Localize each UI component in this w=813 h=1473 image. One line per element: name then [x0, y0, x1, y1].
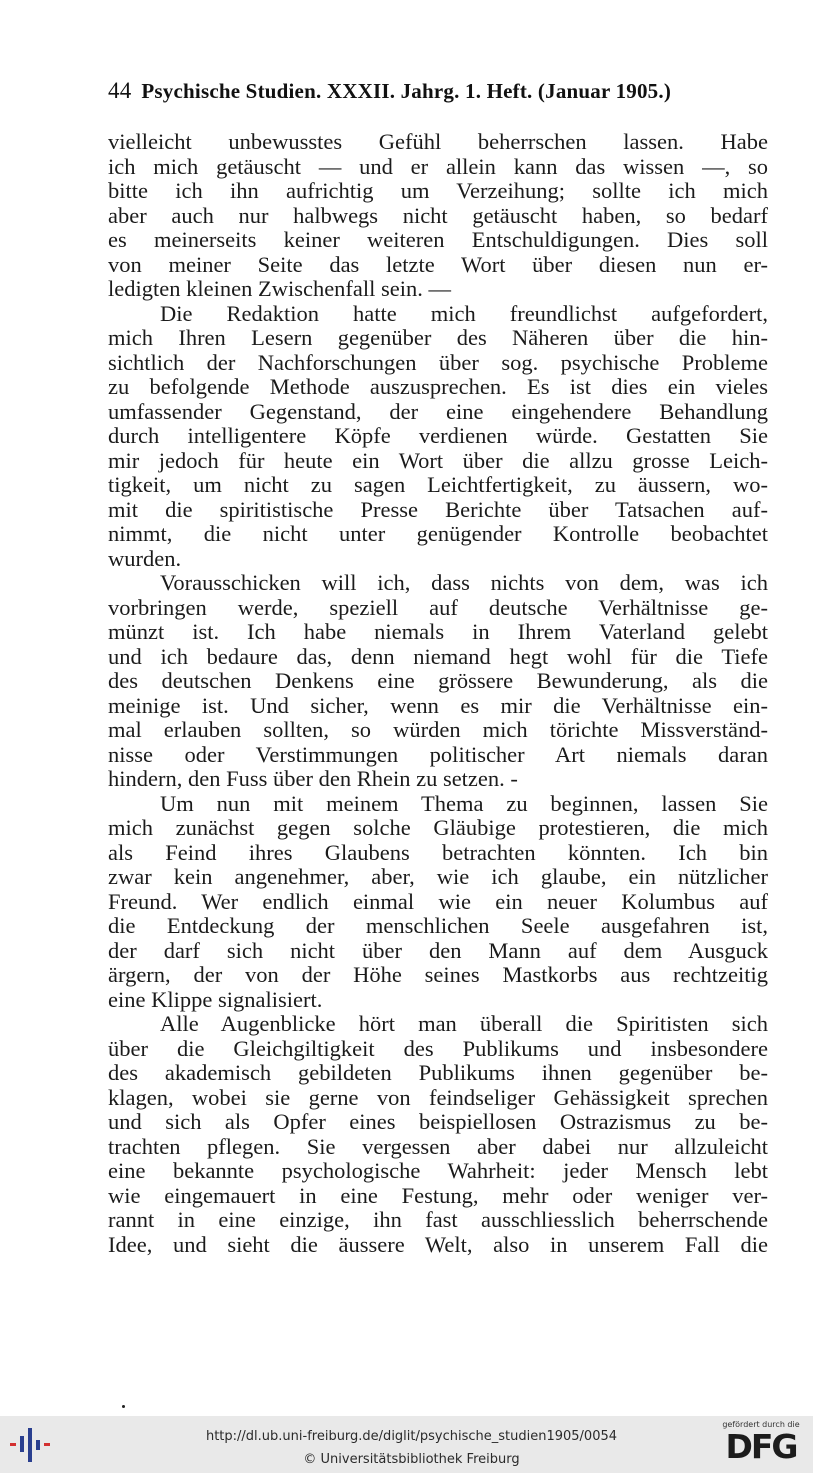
text-line: des deutschen Denkens eine grössere Bewunderung, als die [108, 668, 768, 693]
copyright-text: © Universitätsbibliothek Freiburg [303, 1452, 520, 1467]
footer-bar [0, 1416, 813, 1473]
text-line: des akademisch gebildeten Publikums ihnen gegenüber be- [108, 1060, 768, 1085]
text-line: es meinerseits keiner weiteren Entschuldigungen. Dies soll [108, 227, 768, 252]
text-line: sichtlich der Nachforschungen über sog. psychische Probleme [108, 349, 768, 375]
text-line: von meiner Seite das letzte Wort über diesen nun er- [108, 251, 768, 277]
text-line: eine Klippe signalisiert. [108, 986, 323, 1012]
text-line: zu befolgende Methode auszusprechen. Es ist dies ein vieles [108, 374, 768, 399]
text-line: Um nun mit meinem Thema zu beginnen, lassen Sie [160, 790, 768, 816]
text-line: klagen, wobei sie gerne von feindseliger Gehässigkeit sprechen [108, 1084, 768, 1110]
text-line: wie eingemauert in eine Festung, mehr oder weniger ver- [108, 1182, 768, 1208]
text-line: nisse oder Verstimmungen politischer Art niemals daran [108, 741, 768, 767]
text-line: und ich bedaure das, denn niemand hegt wohl für die Tiefe [108, 643, 768, 669]
text-line: der darf sich nicht über den Mann auf dem Ausguck [108, 937, 768, 963]
text-line: mit die spiritistische Presse Berichte über Tatsachen auf- [108, 496, 768, 522]
dfg-logo [717, 1420, 805, 1470]
text-line: Die Redaktion hatte mich freundlichst aufgefordert, [160, 300, 768, 326]
text-line: Freund. Wer endlich einmal wie ein neuer Kolumbus auf [108, 888, 768, 914]
text-line: vielleicht unbewusstes Gefühl beherrschen lassen. Habe [108, 129, 768, 154]
text-line: tigkeit, um nicht zu sagen Leichtfertigkeit, zu äussern, wo- [108, 472, 768, 497]
body-text [108, 130, 768, 1257]
text-line: nimmt, die nicht unter genügender Kontrolle beobachtet [108, 521, 768, 546]
scan-speck [122, 1405, 125, 1408]
text-line: durch intelligentere Köpfe verdienen würde. Gestatten Sie [108, 423, 768, 448]
text-line: ärgern, der von der Höhe seines Mastkorbs aus rechtzeitig [108, 962, 768, 987]
text-line: trachten pflegen. Sie vergessen aber dabei nur allzuleicht [108, 1133, 768, 1159]
text-line: mir jedoch für heute ein Wort über die allzu grosse Leich- [108, 447, 768, 473]
running-head [108, 78, 768, 104]
text-line: bitte ich ihn aufrichtig um Verzeihung; sollte ich mich [108, 178, 768, 203]
text-line: umfassender Gegenstand, der eine eingehendere Behandlung [108, 398, 768, 424]
text-line: ich mich getäuscht — und er allein kann das wissen —, so [108, 153, 768, 179]
text-line: mal erlauben sollten, so würden mich törichte Missverständ- [108, 717, 768, 742]
text-line: als Feind ihres Glaubens betrachten könnten. Ich bin [108, 839, 768, 865]
text-line: rannt in eine einzige, ihn fast ausschliesslich beherrschende [108, 1207, 768, 1232]
dfg-caption: gefördert durch die [722, 1420, 800, 1429]
running-title: Psychische Studien. XXXII. Jahrg. 1. Heft. (Januar 1905.) [141, 79, 672, 103]
text-line: Alle Augenblicke hört man überall die Spiritisten sich [160, 1011, 768, 1036]
dfg-logo-text: DFG [725, 1427, 797, 1466]
text-line: zwar kein angenehmer, aber, wie ich glaube, ein nützlicher [108, 864, 768, 889]
text-line: mich Ihren Lesern gegenüber des Näheren über die hin- [108, 325, 768, 350]
text-line: münzt ist. Ich habe niemals in Ihrem Vaterland gelebt [108, 619, 768, 644]
text-line: Idee, und sieht die äussere Welt, also in unserem Fall die [108, 1231, 768, 1257]
text-line: wurden. [108, 545, 182, 571]
text-line: über die Gleichgiltigkeit des Publikums und insbesondere [108, 1035, 768, 1061]
text-line: meinige ist. Und sicher, wenn es mir die Verhältnisse ein- [108, 692, 768, 718]
text-line: und sich als Opfer eines beispiellosen Ostrazismus zu be- [108, 1109, 768, 1134]
text-line: hindern, den Fuss über den Rhein zu setzen. - [108, 766, 518, 791]
text-line: ledigten kleinen Zwischenfall sein. — [108, 276, 452, 301]
text-line: mich zunächst gegen solche Gläubige protestieren, die mich [108, 815, 768, 840]
text-line: vorbringen werde, speziell auf deutsche Verhältnisse ge- [108, 594, 768, 620]
text-line: eine bekannte psychologische Wahrheit: jeder Mensch lebt [108, 1158, 768, 1183]
source-url[interactable]: http://dl.ub.uni-freiburg.de/diglit/psychische_studien1905/0054 [205, 1429, 618, 1444]
page-number: 44 [108, 78, 132, 103]
text-line: die Entdeckung der menschlichen Seele ausgefahren ist, [108, 913, 768, 938]
text-line: Vorausschicken will ich, dass nichts von dem, was ich [160, 570, 768, 595]
text-line: aber auch nur halbwegs nicht getäuscht haben, so bedarf [108, 202, 768, 228]
